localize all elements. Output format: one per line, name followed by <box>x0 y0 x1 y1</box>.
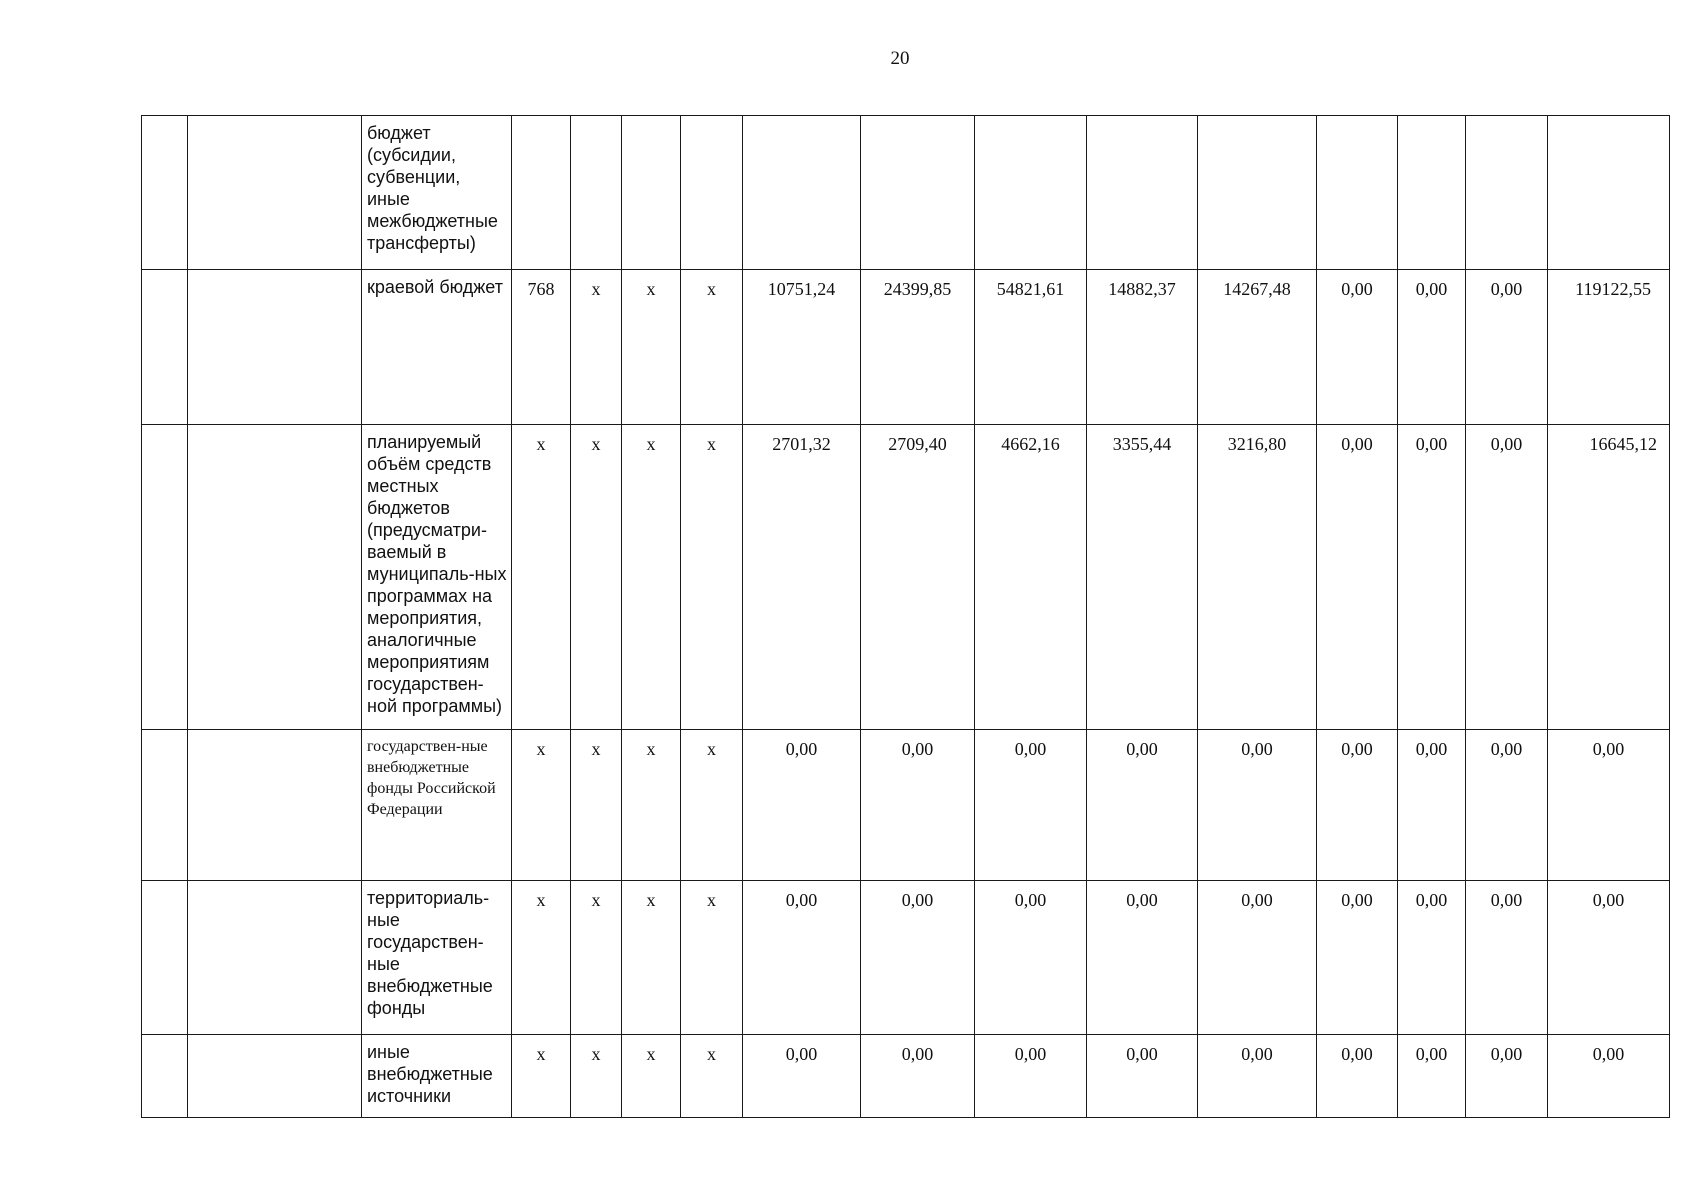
marker-cell: х <box>571 270 622 425</box>
marker-cell: х <box>681 1035 743 1118</box>
marker-cell: х <box>622 425 681 730</box>
value-cell: 0,00 <box>1087 881 1198 1035</box>
value-cell: 0,00 <box>1466 881 1548 1035</box>
total-cell: 16645,12 <box>1548 425 1670 730</box>
value-cell: 24399,85 <box>861 270 975 425</box>
name-cell <box>188 1035 362 1118</box>
number-cell <box>142 116 188 270</box>
value-cell: 0,00 <box>1398 425 1466 730</box>
number-cell <box>142 425 188 730</box>
number-cell <box>142 270 188 425</box>
table-row <box>142 730 1670 881</box>
value-cell: 14882,37 <box>1087 270 1198 425</box>
marker-cell: х <box>622 270 681 425</box>
name-cell <box>188 116 362 270</box>
code-cell: х <box>512 730 571 881</box>
marker-cell <box>681 116 743 270</box>
marker-cell <box>622 116 681 270</box>
code-cell: х <box>512 425 571 730</box>
value-cell: 0,00 <box>1198 1035 1317 1118</box>
source-label: краевой бюджет <box>362 270 512 425</box>
marker-cell: х <box>681 730 743 881</box>
value-cell: 0,00 <box>975 730 1087 881</box>
code-cell <box>512 116 571 270</box>
value-cell: 2709,40 <box>861 425 975 730</box>
total-cell: 0,00 <box>1548 1035 1670 1118</box>
value-cell: 0,00 <box>1198 881 1317 1035</box>
value-cell: 0,00 <box>861 1035 975 1118</box>
value-cell: 0,00 <box>1398 881 1466 1035</box>
name-cell <box>188 881 362 1035</box>
value-cell: 0,00 <box>1398 730 1466 881</box>
source-label: территориаль-ные государствен-ные внебюджетные фонды <box>362 881 512 1035</box>
budget-table <box>141 115 1670 1118</box>
value-cell <box>1317 116 1398 270</box>
source-label: бюджет (субсидии, субвенции, иные межбюджетные трансферты) <box>362 116 512 270</box>
value-cell: 0,00 <box>1087 730 1198 881</box>
value-cell: 0,00 <box>743 1035 861 1118</box>
source-label: государствен-ные внебюджетные фонды Российской Федерации <box>362 730 512 881</box>
value-cell <box>1198 116 1317 270</box>
source-label: иные внебюджетные источники <box>362 1035 512 1118</box>
value-cell <box>743 116 861 270</box>
marker-cell <box>571 116 622 270</box>
name-cell <box>188 730 362 881</box>
value-cell: 0,00 <box>1466 730 1548 881</box>
marker-cell: х <box>571 730 622 881</box>
value-cell: 0,00 <box>1317 1035 1398 1118</box>
value-cell: 0,00 <box>1317 730 1398 881</box>
marker-cell: х <box>571 1035 622 1118</box>
table-row <box>142 1035 1670 1118</box>
total-cell: 0,00 <box>1548 881 1670 1035</box>
code-cell: х <box>512 881 571 1035</box>
name-cell <box>188 270 362 425</box>
value-cell: 0,00 <box>1198 730 1317 881</box>
marker-cell: х <box>681 270 743 425</box>
table-row <box>142 425 1670 730</box>
number-cell <box>142 730 188 881</box>
value-cell: 0,00 <box>1087 1035 1198 1118</box>
marker-cell: х <box>681 425 743 730</box>
marker-cell: х <box>622 881 681 1035</box>
table-row <box>142 116 1670 270</box>
value-cell: 3355,44 <box>1087 425 1198 730</box>
value-cell: 0,00 <box>1317 425 1398 730</box>
value-cell: 0,00 <box>861 730 975 881</box>
source-label: планируемый объём средств местных бюджетов (предусматри-ваемый в муниципаль-ных программах на мероприятия, аналогичные мероприятиям государствен-ной программы) <box>362 425 512 730</box>
total-cell: 0,00 <box>1548 730 1670 881</box>
code-cell: 768 <box>512 270 571 425</box>
value-cell: 54821,61 <box>975 270 1087 425</box>
value-cell: 10751,24 <box>743 270 861 425</box>
value-cell: 4662,16 <box>975 425 1087 730</box>
value-cell: 2701,32 <box>743 425 861 730</box>
value-cell: 0,00 <box>1466 425 1548 730</box>
marker-cell: х <box>622 730 681 881</box>
marker-cell: х <box>681 881 743 1035</box>
value-cell <box>1398 116 1466 270</box>
code-cell: х <box>512 1035 571 1118</box>
value-cell: 0,00 <box>975 881 1087 1035</box>
value-cell: 0,00 <box>743 881 861 1035</box>
value-cell <box>1466 116 1548 270</box>
number-cell <box>142 1035 188 1118</box>
value-cell: 0,00 <box>1466 270 1548 425</box>
marker-cell: х <box>622 1035 681 1118</box>
value-cell <box>861 116 975 270</box>
total-cell: 119122,55 <box>1548 270 1670 425</box>
table-row <box>142 270 1670 425</box>
value-cell: 0,00 <box>1398 270 1466 425</box>
name-cell <box>188 425 362 730</box>
page-number: 20 <box>890 48 910 69</box>
total-cell <box>1548 116 1670 270</box>
table-row <box>142 881 1670 1035</box>
value-cell: 0,00 <box>1317 270 1398 425</box>
value-cell: 0,00 <box>1398 1035 1466 1118</box>
value-cell: 0,00 <box>1317 881 1398 1035</box>
value-cell: 0,00 <box>1466 1035 1548 1118</box>
number-cell <box>142 881 188 1035</box>
value-cell: 14267,48 <box>1198 270 1317 425</box>
value-cell <box>1087 116 1198 270</box>
value-cell: 0,00 <box>975 1035 1087 1118</box>
value-cell <box>975 116 1087 270</box>
value-cell: 0,00 <box>743 730 861 881</box>
marker-cell: х <box>571 881 622 1035</box>
value-cell: 0,00 <box>861 881 975 1035</box>
marker-cell: х <box>571 425 622 730</box>
value-cell: 3216,80 <box>1198 425 1317 730</box>
